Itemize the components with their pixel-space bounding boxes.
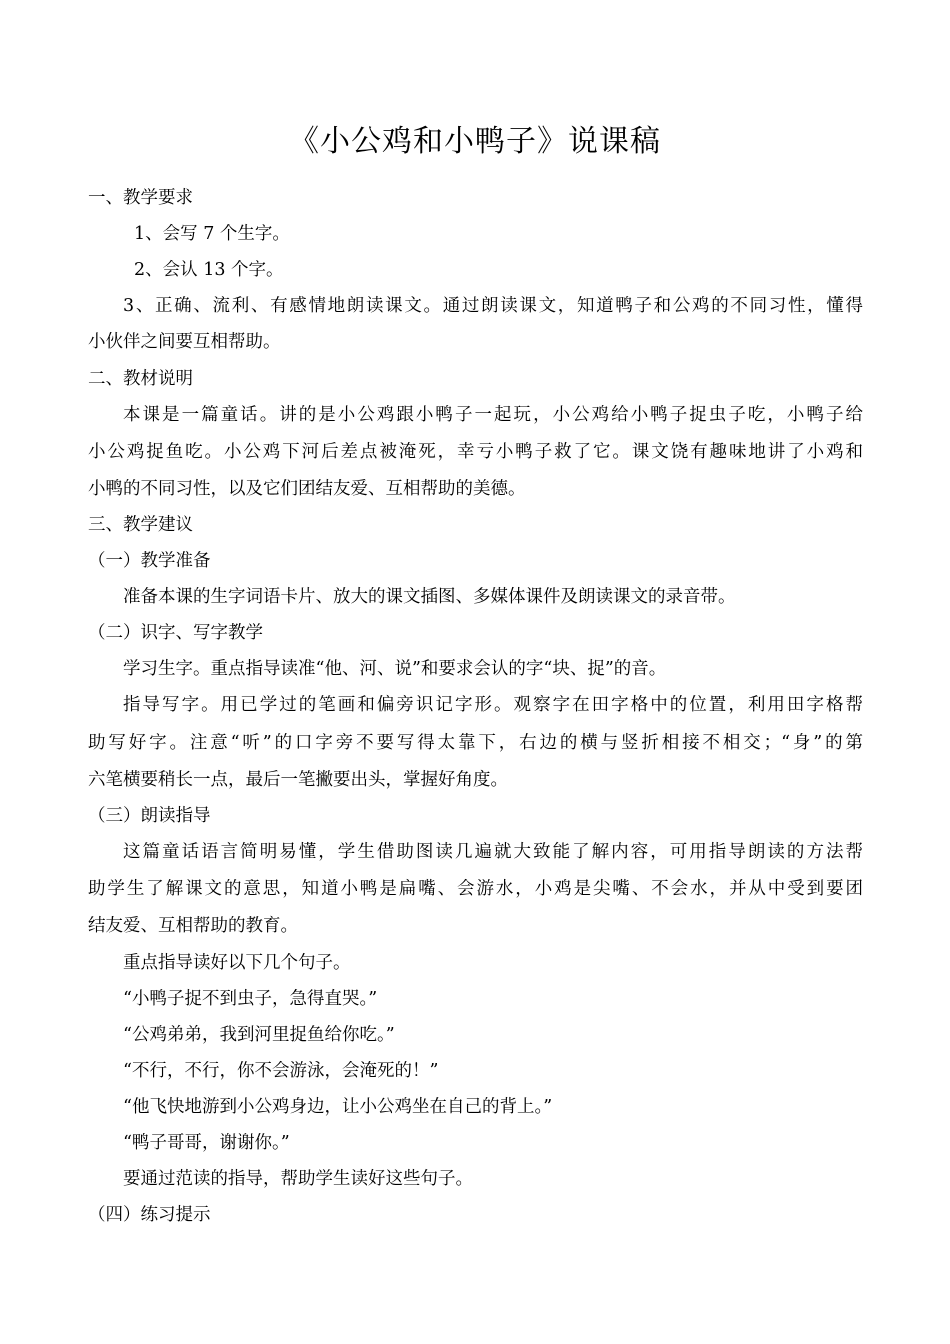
quoted-sentence: “小鸭子捉不到虫子，急得直哭。” xyxy=(123,989,378,1009)
paragraph-line: 助学生了解课文的意思，知道小鸭是扁嘴、会游水，小鸡是尖嘴、不会水，并从中受到要团 xyxy=(88,879,863,899)
paragraph-line: 结友爱、互相帮助的教育。 xyxy=(88,916,298,936)
subsection-heading: （三）朗读指导 xyxy=(88,806,211,826)
paragraph-line: 六笔横要稍长一点，最后一笔撇要出头，掌握好角度。 xyxy=(88,770,508,790)
paragraph-line: 助写好字。注意“听”的口字旁不要写得太靠下，右边的横与竖折相接不相交；“身”的第 xyxy=(88,733,863,753)
subsection-heading: （一）教学准备 xyxy=(88,551,211,571)
paragraph-line: 小鸭的不同习性，以及它们团结友爱、互相帮助的美德。 xyxy=(88,479,526,499)
quoted-sentence: “鸭子哥哥，谢谢你。” xyxy=(123,1133,290,1153)
subsection-heading: （四）练习提示 xyxy=(88,1205,211,1225)
quoted-sentence: “他飞快地游到小公鸡身边，让小公鸡坐在自己的背上。” xyxy=(123,1097,553,1117)
document-title: 《小公鸡和小鸭子》说课稿 xyxy=(289,124,661,159)
section-heading: 三、教学建议 xyxy=(88,515,193,535)
paragraph-line: 要通过范读的指导，帮助学生读好这些句子。 xyxy=(123,1169,473,1189)
paragraph-line: 本课是一篇童话。讲的是小公鸡跟小鸭子一起玩，小公鸡给小鸭子捉虫子吃，小鸭子给 xyxy=(123,405,863,425)
list-item: 1、会写 7 个生字。 xyxy=(134,224,290,244)
section-heading: 二、教材说明 xyxy=(88,369,193,389)
list-item: 3、正确、流利、有感情地朗读课文。通过朗读课文，知道鸭子和公鸡的不同习性，懂得 xyxy=(123,296,863,316)
subsection-heading: （二）识字、写字教学 xyxy=(88,623,263,643)
paragraph-line: 准备本课的生字词语卡片、放大的课文插图、多媒体课件及朗读课文的录音带。 xyxy=(123,587,736,607)
paragraph-line: 小公鸡捉鱼吃。小公鸡下河后差点被淹死，幸亏小鸭子救了它。课文饶有趣味地讲了小鸡和 xyxy=(88,442,863,462)
paragraph-line: 小伙伴之间要互相帮助。 xyxy=(88,332,281,352)
paragraph-line: 指导写字。用已学过的笔画和偏旁识记字形。观察字在田字格中的位置，利用田字格帮 xyxy=(123,695,863,715)
quoted-sentence: “不行，不行，你不会游泳，会淹死的！” xyxy=(123,1061,439,1081)
paragraph-line: 重点指导读好以下几个句子。 xyxy=(123,953,351,973)
paragraph-line: 这篇童话语言简明易懂，学生借助图读几遍就大致能了解内容，可用指导朗读的方法帮 xyxy=(123,842,863,862)
quoted-sentence: “公鸡弟弟，我到河里捉鱼给你吃。” xyxy=(123,1025,395,1045)
section-heading: 一、教学要求 xyxy=(88,188,193,208)
paragraph-line: 学习生字。重点指导读准“他、河、说”和要求会认的字“块、捉”的音。 xyxy=(123,659,667,679)
list-item: 2、会认 13 个字。 xyxy=(134,260,284,280)
